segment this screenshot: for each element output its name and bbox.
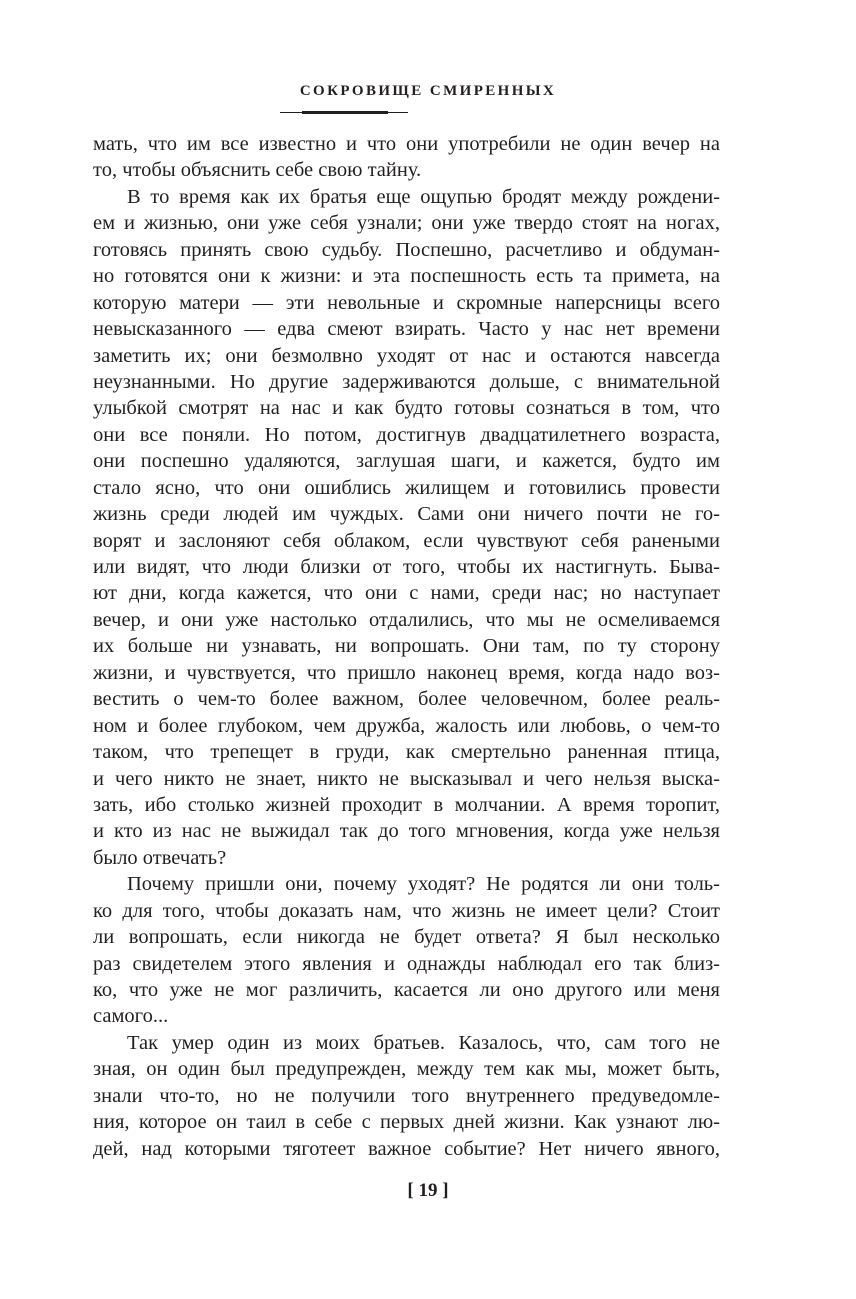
text-line: готовясь принять свою судьбу. Поспешно, расчетливо и обдуман-	[93, 238, 720, 261]
text-line: ют дни, когда кажется, что они с нами, среди нас; но наступает	[93, 582, 720, 605]
running-title: СОКРОВИЩЕ СМИРЕННЫХ	[299, 83, 557, 99]
text-line: Почему пришли они, почему уходят? Не родятся ли они толь-	[127, 873, 720, 896]
text-line: жизни, и чувствуется, что пришло наконец время, когда надо воз-	[93, 661, 720, 684]
text-line: невысказанного — едва смеют взирать. Часто у нас нет времени	[93, 318, 720, 341]
text-line: было отвечать?	[93, 846, 227, 869]
text-line: мать, что им все известно и что они употребили не один вечер на	[93, 133, 720, 155]
text-line: неузнанными. Но другие задерживаются дольше, с внимательной	[93, 370, 720, 393]
text-line: и кто из нас не выжидал так до того мгновения, когда уже нельзя	[93, 820, 720, 843]
text-line: зная, он один был предупрежден, между тем как мы, может быть,	[93, 1058, 720, 1081]
text-line: то, чтобы объяснить себе свою тайну.	[93, 159, 422, 182]
text-line: ко для того, чтобы доказать нам, что жизнь не имеет цели? Стоит	[93, 899, 720, 922]
text-line: знали что-то, но не получили того внутреннего предуведомле-	[93, 1084, 720, 1107]
paragraph	[93, 1030, 720, 1162]
text-line: вестить о чем-то более важном, более человечном, более реаль-	[93, 688, 720, 711]
header-rule-accent	[302, 111, 388, 114]
text-line: стало ясно, что они ошиблись жилищем и готовились провести	[93, 476, 720, 499]
text-line: вечер, и они уже настолько отдалились, что мы не осмеливаемся	[93, 608, 720, 631]
text-line: жизнь среди людей им чуждых. Сами они ничего почти не го-	[93, 503, 720, 526]
text-line: В то время как их братья еще ощупью бродят между рождени-	[127, 185, 720, 208]
text-line: ли вопрошать, если никогда не будет ответа? Я был несколько	[93, 926, 720, 949]
text-line: Так умер один из моих братьев. Казалось, что, сам того не	[127, 1031, 720, 1054]
text-line: раз свидетелем этого явления и однажды наблюдал его так близ-	[93, 952, 720, 975]
text-line: их больше ни узнавать, ни вопрошать. Они там, по ту сторону	[93, 635, 720, 658]
text-line: зать, ибо столько жизней проходит в молчании. А время торопит,	[93, 793, 720, 816]
text-line: ко, что уже не мог различить, касается ли оно другого или меня	[93, 979, 720, 1001]
text-line: и чего никто не знает, никто не высказывал и чего нельзя выска-	[93, 767, 720, 790]
paragraph	[93, 131, 720, 184]
text-line: но готовятся они к жизни: и эта поспешность есть та примета, на	[93, 265, 720, 288]
text-line: ном и более глубоком, чем дружба, жалость или любовь, о чем-то	[93, 714, 720, 737]
body-text	[93, 131, 720, 1162]
text-line: ворят и заслоняют себя облаком, если чувствуют себя ранеными	[93, 529, 720, 552]
text-line: они поспешно удаляются, заглушая шаги, и кажется, будто им	[93, 450, 720, 473]
text-line: ния, которое он таил в себе с первых дней жизни. Как узнают лю-	[93, 1111, 720, 1134]
text-line: которую матери — эти невольные и скромные наперсницы всего	[93, 291, 720, 314]
text-line: они все поняли. Но потом, достигнув двадцатилетнего возраста,	[93, 423, 720, 446]
paragraph	[93, 184, 720, 871]
text-line: дей, над которыми тяготеет важное событие? Нет ничего явного,	[93, 1137, 720, 1160]
text-line: улыбкой смотрят на нас и как будто готовы сознаться в том, что	[93, 397, 720, 420]
paragraph	[93, 871, 720, 1030]
page-number: [ 19 ]	[407, 1180, 449, 1201]
text-line: или видят, что люди близки от того, чтобы их настигнуть. Быва-	[93, 556, 720, 578]
text-line: ем и жизнью, они уже себя узнали; они уже твердо стоят на ногах,	[93, 212, 720, 235]
text-line: заметить их; они безмолвно уходят от нас и остаются навсегда	[93, 344, 720, 367]
text-line: самого...	[93, 1005, 169, 1028]
text-line: таком, что трепещет в груди, как смертельно раненная птица,	[93, 741, 720, 764]
